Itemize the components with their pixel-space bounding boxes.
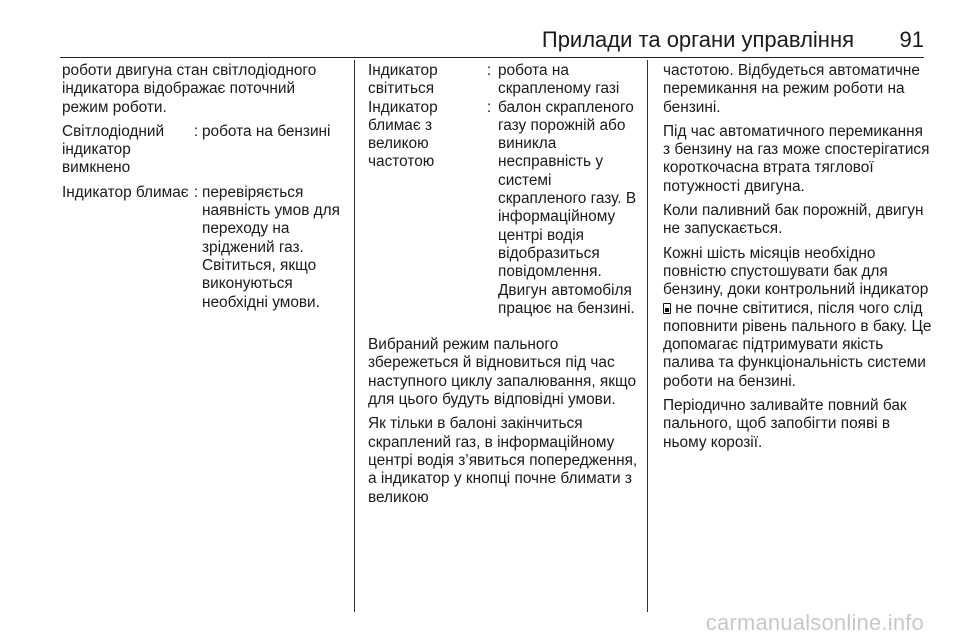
- intro-paragraph: роботи двигуна стан світлодіодного індикатора відображає поточний режим роботи.: [62, 62, 317, 116]
- definition-row: [62, 184, 344, 312]
- definition-term: Індикатор світиться: [368, 62, 438, 98]
- column-2: [368, 62, 640, 513]
- paragraph-text: не почне світитися, після чого слід поповнити рівень пального в баку. Це допомагає підтримувати якість палива та функціональність системи роботи на бензині.: [663, 299, 932, 390]
- page-number: 91: [899, 27, 924, 52]
- fuel-indicator-icon: [663, 303, 671, 314]
- paragraph-text: Кожні шість місяців необхідно повністю спустошувати бак для бензину, доки контрольний індикатор: [663, 244, 929, 299]
- watermark: carmanualsonline.info: [705, 610, 924, 635]
- definition-term: Світлодіодний індикатор вимкнено: [62, 122, 165, 177]
- definition-description: перевіряється наявність умов для переходу на зріджений газ. Світиться, якщо виконуються необхідні умови.: [202, 183, 340, 311]
- page-title: Прилади та органи управління: [541, 27, 854, 52]
- definition-description: балон скрапленого газу порожній або виникла несправність у системі скрапленого газу. В інформаційному центрі водія відобразиться повідомлення. Двигун автомобіля працює на бензині.: [498, 98, 637, 317]
- column-divider-2: [647, 60, 648, 612]
- column-1: [62, 62, 344, 318]
- definition-description: робота на скрапленому газі: [498, 62, 620, 98]
- definition-row: [368, 62, 640, 99]
- body-paragraph: частотою. Відбудеться автоматичне перемикання на режим роботи на бензині.: [663, 62, 920, 116]
- body-paragraph: Періодично заливайте повний бак пального, щоб запобігти появі в ньому корозії.: [663, 397, 907, 451]
- header-divider: [60, 57, 924, 58]
- definition-term: Індикатор блимає з великою частотою: [368, 98, 438, 171]
- column-divider-1: [354, 60, 355, 612]
- definition-row: [62, 123, 344, 178]
- body-paragraph: Під час автоматичного перемикання з бензину на газ може спостерігатися короткочасна втрата тяглової потужності двигуна.: [663, 122, 930, 195]
- body-paragraph: Вибраний режим пального збережеться й відновиться під час наступного циклу запалювання, якщо для цього будуть відповідні умови.: [368, 336, 637, 409]
- column-3: [663, 62, 933, 458]
- definition-colon: :: [486, 98, 492, 116]
- page-header: [60, 27, 924, 55]
- definition-colon: :: [193, 122, 199, 140]
- body-paragraph: Коли паливний бак порожній, двигун не запускається.: [663, 202, 924, 238]
- definition-row: [368, 99, 640, 319]
- definition-colon: :: [193, 183, 199, 201]
- body-paragraph: [663, 245, 933, 391]
- definition-description: робота на бензині: [202, 122, 331, 140]
- definition-term: Індикатор блимає: [62, 183, 189, 201]
- body-paragraph: Як тільки в балоні закінчиться скраплений газ, в інформаційному центрі водія з’явиться попередження, а індикатор у кнопці почне блимати з великою: [368, 415, 638, 506]
- definition-colon: :: [486, 62, 492, 79]
